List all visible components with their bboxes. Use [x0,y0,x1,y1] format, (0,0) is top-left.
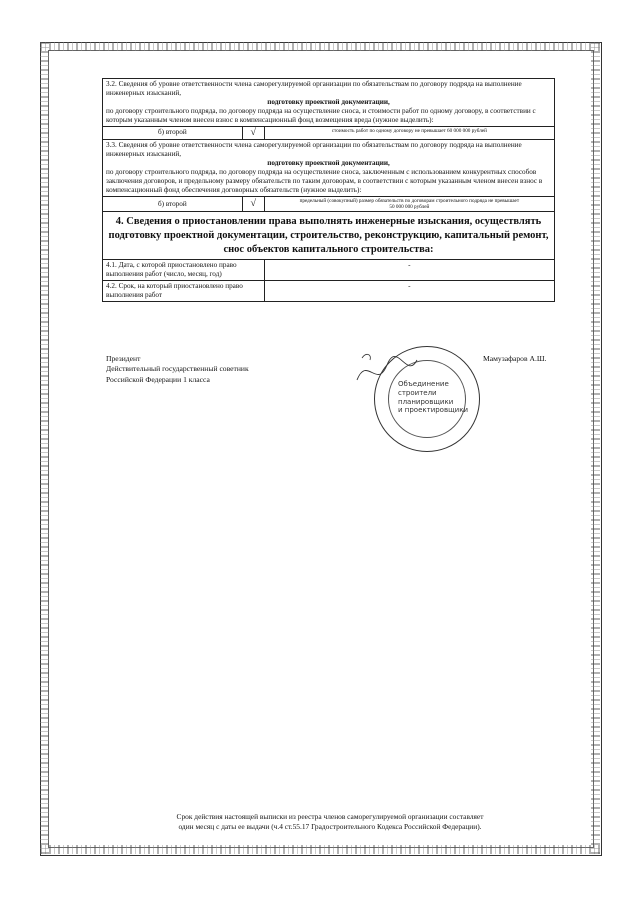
section-3-3-title: 3.3. Сведения об уровне ответственности члена саморегулируемой организации по обязательствам по договору подряда на выполнение инженерных изысканий, [106,141,522,158]
section-3-2-title: 3.2. Сведения об уровне ответственности члена саморегулируемой организации по обязательствам по договору подряда на выполнение инженерных изысканий, [106,80,522,97]
section-3-3-check-mark: √ [242,197,264,212]
section-3-2-body: по договору строительного подряда, по договору подряда на осуществление сноса, и стоимости работ по одному договору, в соответствии с которым указанным членом внесен взнос в компенсационный фонд возмещения вреда (нужное выделить): [106,107,536,124]
section-3-3-value-line1: предельный (совокупный) размер обязательств по договорам строительного подряда не превышает [299,198,520,204]
section-3-3-level-row [103,197,555,212]
seal-line-2: строители [398,388,437,397]
ornament-bottom [40,845,600,854]
section-3-2-cell [103,79,555,127]
signature-block [106,354,366,385]
section-3-3-value-line2: 50 000 000 рублей [389,204,430,211]
section-4-2-label: 4.2. Срок, на который приостановлено право выполнения работ [103,281,265,302]
section-3-2-row [103,79,555,127]
section-3-3-cell [103,140,555,197]
seal-line-1: Объединение [398,380,449,388]
signer-name: Мамузафаров А.Ш. [483,354,547,363]
footer-line-2: один месяц с даты ее выдачи (ч.4 ст.55.17 Градостроительного Кодекса Российской Федерации). [178,822,482,832]
section-3-3-level: б) второй [103,197,243,212]
section-3-2-level-row [103,127,555,140]
section-3-3-row [103,140,555,197]
footer-line-1: Срок действия настоящей выписки из реестра членов саморегулируемой организации составляет [176,812,484,821]
ornament-top [40,42,600,51]
section-4-1-label: 4.1. Дата, с которой приостановлено право выполнения работ (число, месяц, год) [103,260,265,281]
seal-line-3: планировщики [398,397,454,406]
section-3-3-bold-line: подготовку проектной документации, [267,159,390,167]
signature-scribble [352,350,422,390]
ornament-right [591,42,600,854]
section-4-heading: 4. Сведения о приостановлении права выполнять инженерные изыскания, осуществлять подготовку проектной документации, строительство, реконструкцию, капитальный ремонт, снос объектов капитального строительства: [103,212,555,260]
section-3-3-body: по договору строительного подряда, по договору подряда на осуществление сноса, заключенным с использованием конкурентных способов заключения договоров, и предельному размеру обязательств по таким договорам, в соответствии с которым указанным членом внесен взнос в компенсационный фонд обеспечения договорных обязательств (нужное выделить): [106,168,543,194]
seal-line-4: и проектировщики [398,406,469,415]
signer-rank: Действительный государственный советник [106,364,249,374]
section-4-heading-row [103,212,555,260]
section-3-2-value: стоимость работ по одному договору не превышает 60 000 000 рублей [264,127,554,140]
section-3-3-value [264,197,554,212]
section-4-1-row [103,260,555,281]
signer-position: Президент [106,354,141,363]
section-4-2-row [103,281,555,302]
section-4-2-value: - [264,281,554,302]
section-3-2-check-mark: √ [242,127,264,140]
ornament-left [40,42,49,854]
registry-extract-table [102,78,555,302]
signer-rank-class: Российской Федерации 1 класса [106,374,210,384]
section-4-1-value: - [264,260,554,281]
section-3-2-bold-line: подготовку проектной документации, [267,98,390,106]
section-3-2-level: б) второй [103,127,243,140]
validity-footer [120,812,540,833]
